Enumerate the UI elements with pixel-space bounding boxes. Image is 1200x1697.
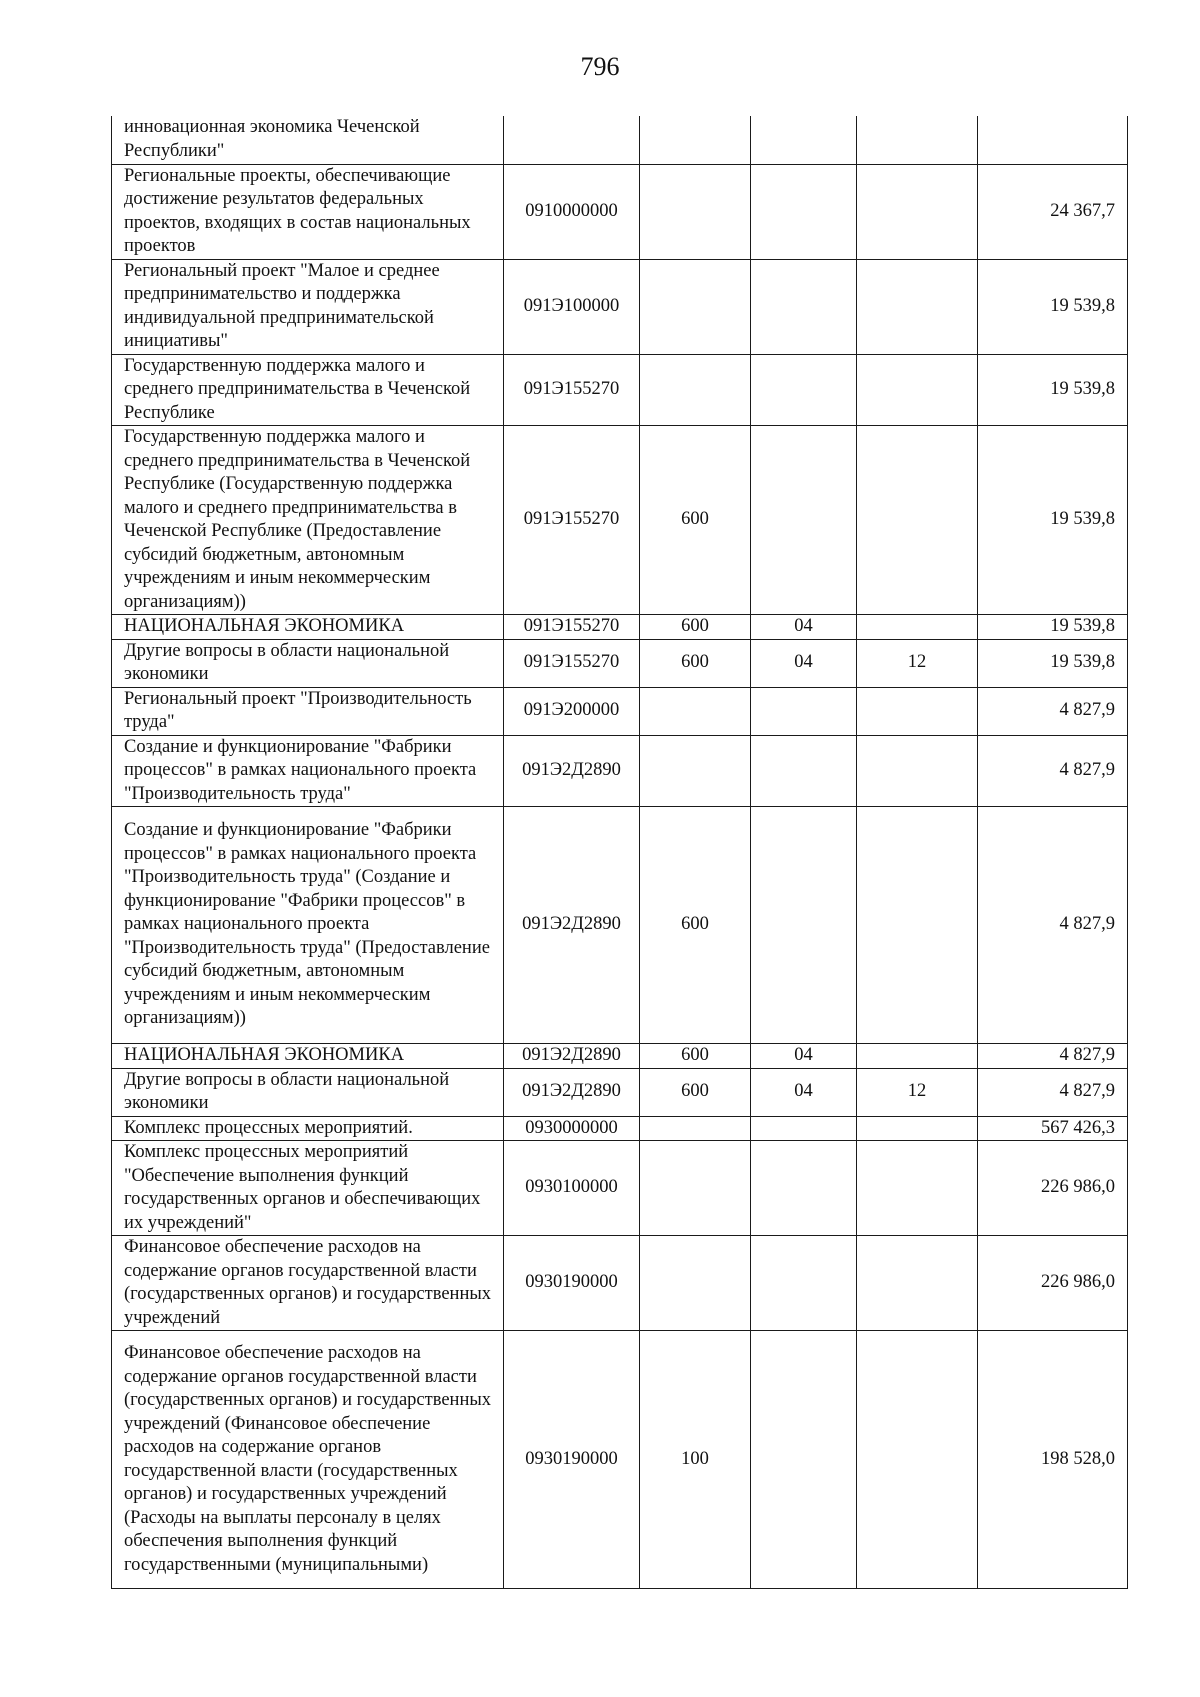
row-pr-code-cell [857, 426, 978, 615]
row-csr-code-cell: 091Э2Д2890 [504, 1044, 640, 1069]
table-row [112, 1068, 1128, 1116]
table-row [112, 426, 1128, 615]
row-csr-code-cell: 091Э2Д2890 [504, 735, 640, 807]
table-row [112, 1236, 1128, 1331]
row-sum-cell: 19 539,8 [978, 615, 1128, 640]
row-vr-code-cell [640, 164, 751, 259]
page-number: 796 [580, 52, 620, 81]
row-rz-code-cell [751, 1331, 857, 1589]
row-rz-code-cell [751, 1236, 857, 1331]
row-csr-code-cell: 091Э2Д2890 [504, 807, 640, 1044]
row-vr-code-cell [640, 735, 751, 807]
budget-table [111, 116, 1128, 1589]
row-csr-code-cell: 091Э155270 [504, 354, 640, 426]
row-pr-code-cell [857, 116, 978, 164]
row-name-cell: Региональный проект "Производительность труда" [112, 687, 504, 735]
row-rz-code-cell [751, 259, 857, 354]
row-pr-code-cell: 12 [857, 1068, 978, 1116]
row-sum-cell: 19 539,8 [978, 259, 1128, 354]
table-body [112, 116, 1128, 1589]
row-vr-code-cell: 600 [640, 1068, 751, 1116]
row-sum-cell: 4 827,9 [978, 1068, 1128, 1116]
row-rz-code-cell [751, 426, 857, 615]
row-rz-code-cell [751, 735, 857, 807]
table-row [112, 1331, 1128, 1589]
row-csr-code-cell [504, 116, 640, 164]
row-rz-code-cell: 04 [751, 615, 857, 640]
row-pr-code-cell [857, 1236, 978, 1331]
row-csr-code-cell: 091Э100000 [504, 259, 640, 354]
row-vr-code-cell: 600 [640, 426, 751, 615]
row-name-cell: Региональный проект "Малое и среднее предпринимательство и поддержка индивидуальной предпринимательской инициативы" [112, 259, 504, 354]
row-pr-code-cell [857, 259, 978, 354]
row-sum-cell: 198 528,0 [978, 1331, 1128, 1589]
row-sum-cell: 4 827,9 [978, 735, 1128, 807]
row-vr-code-cell [640, 687, 751, 735]
table-row [112, 687, 1128, 735]
row-vr-code-cell [640, 1236, 751, 1331]
row-name-cell: НАЦИОНАЛЬНАЯ ЭКОНОМИКА [112, 615, 504, 640]
row-vr-code-cell [640, 1116, 751, 1141]
row-csr-code-cell: 091Э200000 [504, 687, 640, 735]
row-name-cell: Финансовое обеспечение расходов на содержание органов государственной власти (государственных органов) и государственных учреждений (Финансовое обеспечение расходов на содержание органов государственной власти (государственных органов) и государственных учреждений (Расходы на выплаты персоналу в целях обеспечения выполнения функций государственными (муниципальными) [112, 1331, 504, 1589]
row-sum-cell: 19 539,8 [978, 639, 1128, 687]
row-csr-code-cell: 091Э155270 [504, 639, 640, 687]
row-csr-code-cell: 091Э2Д2890 [504, 1068, 640, 1116]
row-rz-code-cell [751, 164, 857, 259]
row-pr-code-cell [857, 1141, 978, 1236]
row-name-cell: инновационная экономика Чеченской Республики" [112, 116, 504, 164]
table-row [112, 164, 1128, 259]
row-csr-code-cell: 0930000000 [504, 1116, 640, 1141]
row-rz-code-cell [751, 807, 857, 1044]
row-pr-code-cell [857, 1044, 978, 1069]
row-sum-cell: 226 986,0 [978, 1236, 1128, 1331]
row-sum-cell: 24 367,7 [978, 164, 1128, 259]
table-row [112, 639, 1128, 687]
row-name-cell: НАЦИОНАЛЬНАЯ ЭКОНОМИКА [112, 1044, 504, 1069]
row-csr-code-cell: 0930190000 [504, 1236, 640, 1331]
row-name-cell: Комплекс процессных мероприятий "Обеспечение выполнения функций государственных органов и обеспечивающих их учреждений" [112, 1141, 504, 1236]
row-name-cell: Финансовое обеспечение расходов на содержание органов государственной власти (государственных органов) и государственных учреждений [112, 1236, 504, 1331]
row-name-cell: Региональные проекты, обеспечивающие достижение результатов федеральных проектов, входящих в состав национальных проектов [112, 164, 504, 259]
row-name-cell: Комплекс процессных мероприятий. [112, 1116, 504, 1141]
row-vr-code-cell: 600 [640, 615, 751, 640]
row-sum-cell: 4 827,9 [978, 1044, 1128, 1069]
row-vr-code-cell: 100 [640, 1331, 751, 1589]
row-rz-code-cell [751, 1116, 857, 1141]
table-row [112, 1141, 1128, 1236]
row-rz-code-cell [751, 687, 857, 735]
row-pr-code-cell [857, 354, 978, 426]
row-csr-code-cell: 0910000000 [504, 164, 640, 259]
row-pr-code-cell [857, 1116, 978, 1141]
row-sum-cell: 567 426,3 [978, 1116, 1128, 1141]
row-pr-code-cell [857, 687, 978, 735]
row-csr-code-cell: 091Э155270 [504, 615, 640, 640]
row-csr-code-cell: 0930100000 [504, 1141, 640, 1236]
row-csr-code-cell: 0930190000 [504, 1331, 640, 1589]
row-rz-code-cell: 04 [751, 639, 857, 687]
table-row [112, 1044, 1128, 1069]
row-vr-code-cell: 600 [640, 807, 751, 1044]
table-row [112, 735, 1128, 807]
table-row [112, 1116, 1128, 1141]
table-row [112, 807, 1128, 1044]
row-name-cell: Другие вопросы в области национальной экономики [112, 1068, 504, 1116]
row-name-cell: Государственную поддержка малого и среднего предпринимательства в Чеченской Республике (Государственную поддержка малого и среднего предпринимательства в Чеченской Республике (Предоставление субсидий бюджетным, автономным учреждениям и иным некоммерческим организациям)) [112, 426, 504, 615]
table-row [112, 615, 1128, 640]
row-vr-code-cell [640, 259, 751, 354]
row-sum-cell: 4 827,9 [978, 687, 1128, 735]
row-pr-code-cell: 12 [857, 639, 978, 687]
table-row [112, 116, 1128, 164]
row-vr-code-cell: 600 [640, 1044, 751, 1069]
row-vr-code-cell [640, 1141, 751, 1236]
row-vr-code-cell [640, 116, 751, 164]
row-sum-cell: 226 986,0 [978, 1141, 1128, 1236]
row-name-cell: Другие вопросы в области национальной экономики [112, 639, 504, 687]
row-sum-cell [978, 116, 1128, 164]
row-name-cell: Создание и функционирование "Фабрики процессов" в рамках национального проекта "Производительность труда" [112, 735, 504, 807]
row-pr-code-cell [857, 615, 978, 640]
table-row [112, 259, 1128, 354]
row-vr-code-cell: 600 [640, 639, 751, 687]
row-sum-cell: 19 539,8 [978, 354, 1128, 426]
row-pr-code-cell [857, 735, 978, 807]
row-pr-code-cell [857, 1331, 978, 1589]
row-sum-cell: 4 827,9 [978, 807, 1128, 1044]
row-rz-code-cell [751, 1141, 857, 1236]
row-csr-code-cell: 091Э155270 [504, 426, 640, 615]
row-sum-cell: 19 539,8 [978, 426, 1128, 615]
row-pr-code-cell [857, 807, 978, 1044]
table-row [112, 354, 1128, 426]
row-rz-code-cell [751, 116, 857, 164]
row-pr-code-cell [857, 164, 978, 259]
row-rz-code-cell: 04 [751, 1068, 857, 1116]
row-rz-code-cell: 04 [751, 1044, 857, 1069]
row-name-cell: Создание и функционирование "Фабрики процессов" в рамках национального проекта "Производительность труда" (Создание и функционирование "Фабрики процессов" в рамках национального проекта "Производительность труда" (Предоставление субсидий бюджетным, автономным учреждениям и иным некоммерческим организациям)) [112, 807, 504, 1044]
row-name-cell: Государственную поддержка малого и среднего предпринимательства в Чеченской Республике [112, 354, 504, 426]
row-rz-code-cell [751, 354, 857, 426]
row-vr-code-cell [640, 354, 751, 426]
